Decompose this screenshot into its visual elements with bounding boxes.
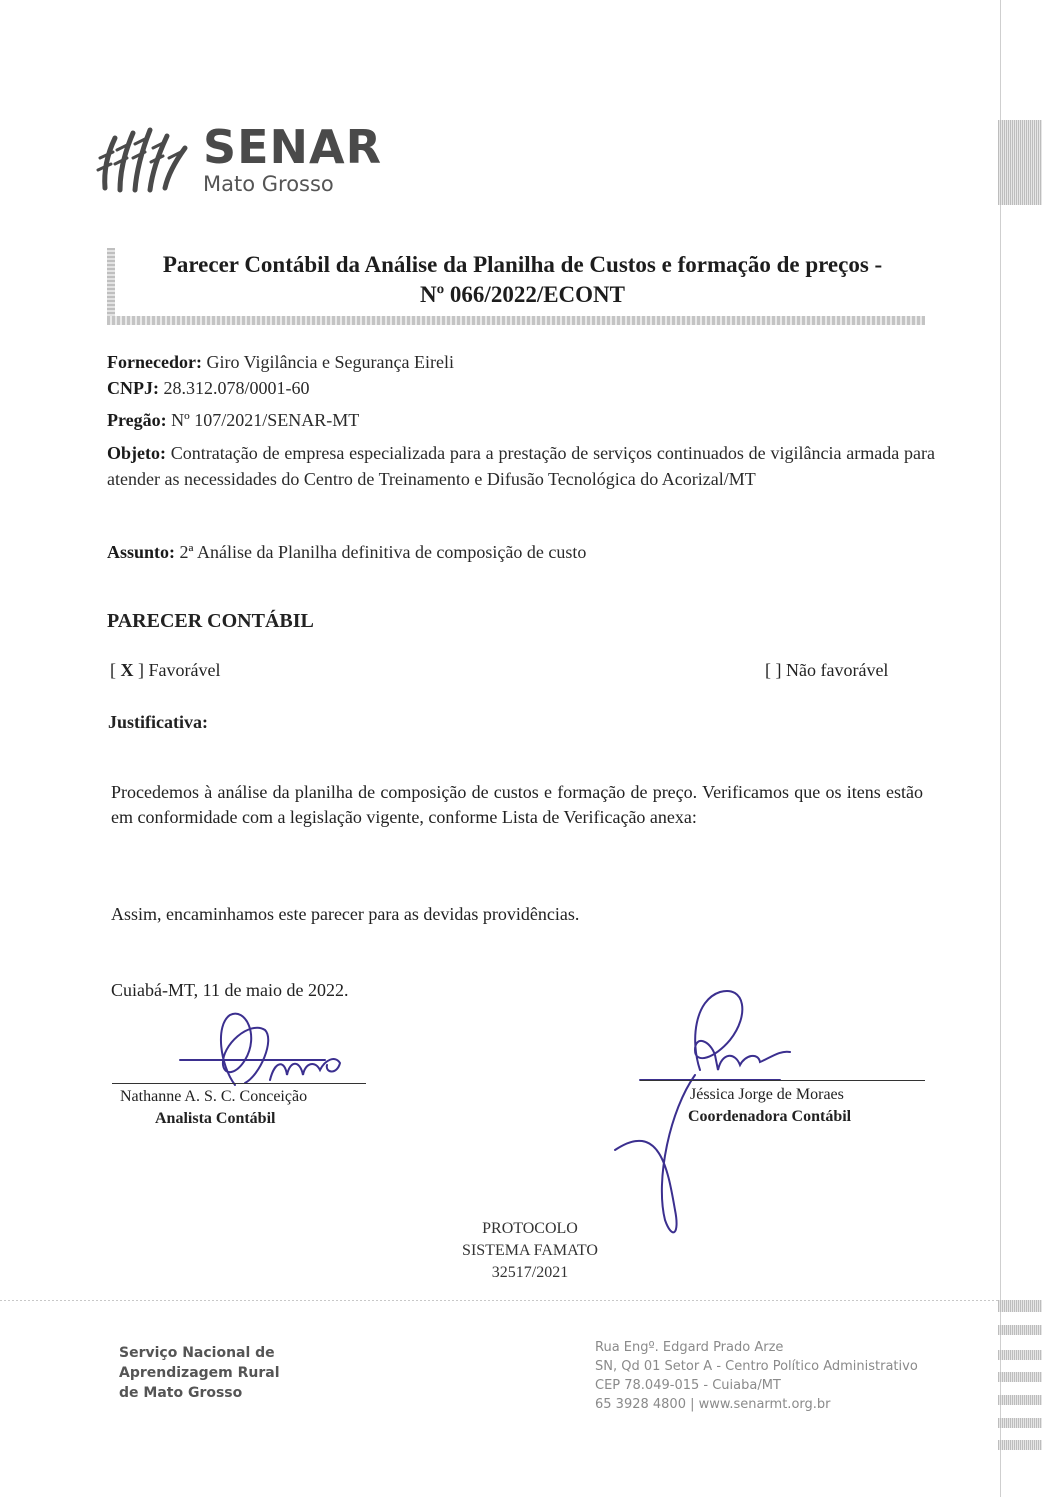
logo-subtitle: Mato Grosso — [203, 172, 334, 196]
scan-artifact — [998, 1395, 1042, 1405]
footer-address: Rua Engº. Edgard Prado Arze SN, Qd 01 Setor A - Centro Político Administrativo CEP 78.049-015 - Cuiaba/MT 65 3928 4800 | www.senarmt.org.br — [595, 1340, 918, 1412]
justificativa-label: Justificativa: — [108, 712, 208, 732]
scan-artifact — [998, 1372, 1042, 1382]
place-date: Cuiabá-MT, 11 de maio de 2022. — [111, 980, 349, 1000]
protocol-stamp — [380, 1218, 680, 1284]
senar-logo — [95, 118, 383, 198]
assunto-label: Assunto: — [107, 542, 176, 562]
assunto-value: 2ª Análise da Planilha definitiva de composição de custo — [175, 542, 587, 562]
logo-name: SENAR — [203, 120, 383, 174]
scan-artifact — [998, 1300, 1042, 1312]
scan-artifact — [998, 1350, 1042, 1360]
field-assunto — [107, 540, 937, 564]
cnpj-label: CNPJ: — [107, 378, 159, 398]
signature-2-line — [640, 1080, 925, 1081]
protocol-line-2: SISTEMA FAMATO — [462, 1242, 598, 1259]
footer-divider — [0, 1300, 1000, 1301]
scan-artifact — [998, 120, 1042, 205]
option-nao-favoravel: [ ] Não favorável — [765, 660, 889, 680]
option-favoravel: [ X ] Favorável — [110, 660, 221, 680]
scan-artifact — [998, 1325, 1042, 1335]
cnpj-value: 28.312.078/0001-60 — [159, 378, 310, 398]
signature-2-role: Coordenadora Contábil — [688, 1108, 852, 1125]
signature-1-line — [112, 1083, 366, 1084]
field-objeto — [107, 440, 935, 492]
signature-1-name: Nathanne A. S. C. Conceição — [120, 1088, 308, 1105]
document-title — [120, 250, 925, 310]
title-underline — [107, 316, 925, 325]
title-decoration — [107, 248, 115, 316]
scan-edge-line — [1000, 0, 1001, 1497]
pregao-value: Nº 107/2021/SENAR-MT — [166, 410, 360, 430]
scan-artifact — [998, 1440, 1042, 1450]
footer-organization: Serviço Nacional de Aprendizagem Rural de Mato Grosso — [119, 1345, 280, 1401]
fornecedor-value: Giro Vigilância e Segurança Eireli — [201, 352, 454, 372]
favoravel-label: ] Favorável — [133, 660, 221, 680]
signature-2-name: Jéssica Jorge de Moraes — [690, 1086, 844, 1103]
favoravel-checkmark: X — [120, 660, 134, 680]
title-line-2: Nº 066/2022/ECONT — [419, 282, 626, 307]
body-paragraph-1: Procedemos à análise da planilha de composição de custos e formação de preço. Verificamos que os itens estão em conformidade com a legislação vigente, conforme Lista de Verificação anexa: — [111, 782, 923, 827]
body-paragraph-2: Assim, encaminhamos este parecer para as devidas providências. — [111, 904, 580, 924]
objeto-value: Contratação de empresa especializada para a prestação de serviços continuados de vigilância armada para atender as necessidades do Centro de Treinamento e Difusão Tecnológica do Acorizal/MT — [107, 443, 935, 489]
signature-1-scribble — [175, 1005, 350, 1090]
field-cnpj — [107, 376, 937, 400]
signature-1-role-text: Analista Contábil — [155, 1110, 276, 1127]
title-line-1: Parecer Contábil da Análise da Planilha de Custos e formação de preços - — [162, 252, 883, 277]
objeto-label: Objeto: — [107, 443, 166, 463]
pregao-label: Pregão: — [107, 410, 167, 430]
scan-artifact — [998, 1418, 1042, 1428]
field-fornecedor — [107, 350, 937, 374]
parecer-heading: PARECER CONTÁBIL — [107, 610, 314, 632]
fornecedor-label: Fornecedor: — [107, 352, 202, 372]
protocol-line-1: PROTOCOLO — [482, 1220, 578, 1237]
protocol-line-3: 32517/2021 — [491, 1264, 569, 1281]
wheat-emblem-icon — [95, 118, 195, 198]
field-pregao — [107, 408, 937, 432]
